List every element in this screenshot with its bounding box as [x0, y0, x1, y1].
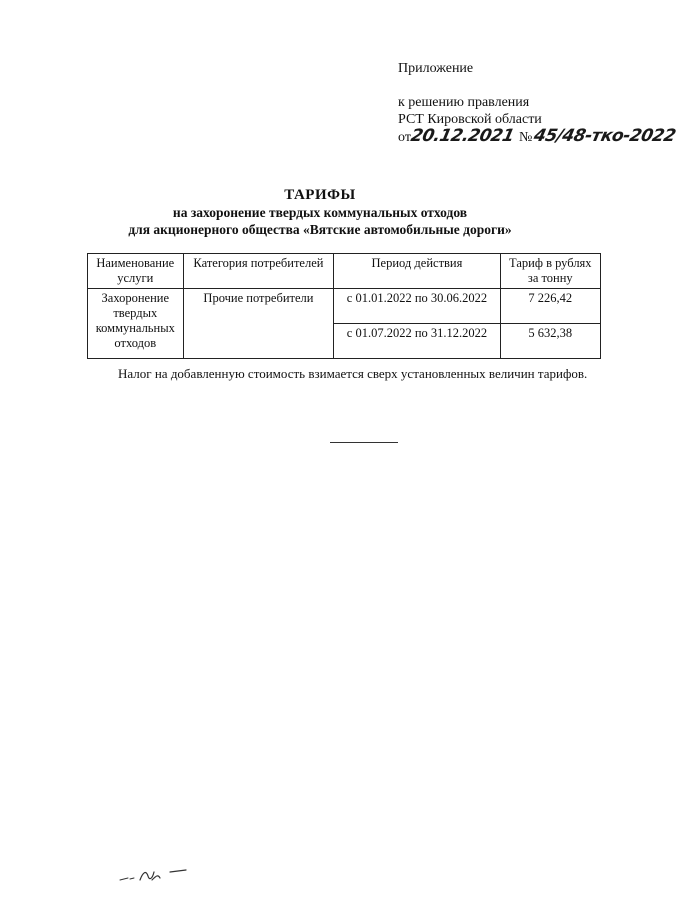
title-block: [0, 186, 640, 238]
header-period: Период действия: [334, 254, 500, 289]
appendix-title: Приложение: [398, 61, 474, 76]
cell-service: Захоронение твердых коммунальных отходов: [88, 289, 184, 359]
header-tariff: Тариф в рублях за тонну: [500, 254, 600, 289]
appendix-decision: к решению правления: [398, 95, 530, 110]
divider-line: [330, 442, 398, 443]
table-row: [88, 289, 601, 324]
appendix-authority: РСТ Кировской области: [398, 112, 542, 127]
vat-note: Налог на добавленную стоимость взимается сверх установленных величин тарифов.: [118, 366, 588, 381]
handwritten-number: 45/48-тко-2022: [532, 126, 678, 146]
handwritten-date: 20.12.2021: [408, 126, 516, 146]
document-title: ТАРИФЫ: [284, 187, 356, 203]
cell-tariff: 7 226,42: [500, 289, 600, 324]
handwritten-initials: [118, 858, 198, 888]
appendix-block: [398, 60, 678, 148]
from-prefix: от: [398, 130, 411, 145]
cell-category: Прочие потребители: [183, 289, 334, 359]
header-service: Наименование услуги: [88, 254, 184, 289]
cell-period: с 01.07.2022 по 31.12.2022: [334, 324, 500, 359]
cell-period: с 01.01.2022 по 30.06.2022: [334, 289, 500, 324]
cell-tariff: 5 632,38: [500, 324, 600, 359]
document-subtitle: на захоронение твердых коммунальных отходов: [172, 205, 468, 220]
table-header-row: [88, 254, 601, 289]
appendix-date-number: [398, 126, 678, 148]
number-sign: №: [518, 130, 533, 145]
tariffs-table: [87, 253, 601, 359]
document-organization: для акционерного общества «Вятские автомобильные дороги»: [128, 222, 512, 237]
header-category: Категория потребителей: [183, 254, 334, 289]
